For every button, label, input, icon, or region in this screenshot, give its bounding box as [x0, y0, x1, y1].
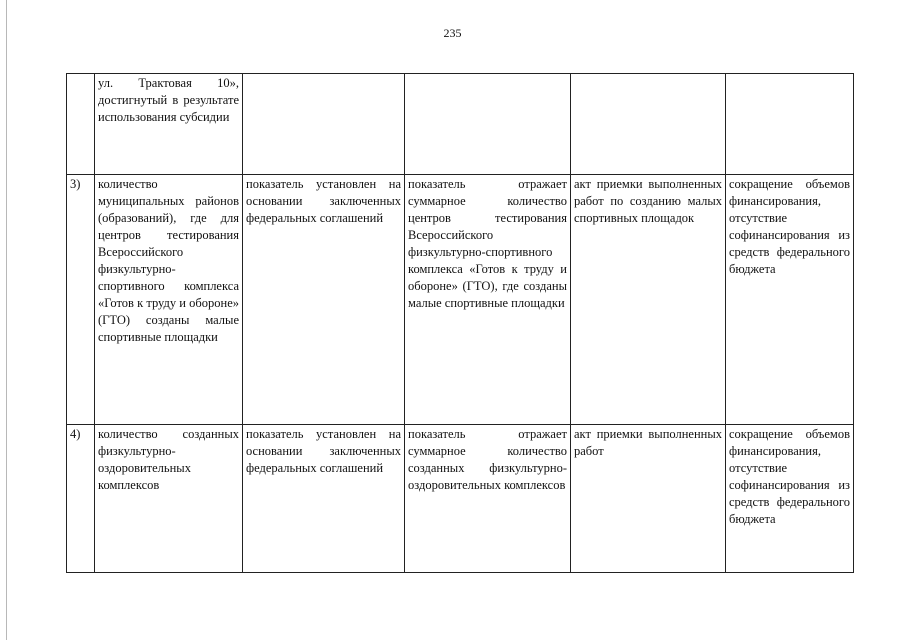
risk-cell	[726, 74, 854, 175]
basis-cell	[243, 74, 405, 175]
indicators-table	[66, 73, 854, 573]
indicator-name-cell: количество муниципальных районов (образований), где для центров тестирования Всероссийского физкультурно-спортивного комплекса «Готов к труду и обороне» (ГТО) созданы малые спортивные площадки	[95, 175, 243, 425]
table-row	[67, 175, 854, 425]
basis-cell: показатель установлен на основании заключенных федеральных соглашений	[243, 425, 405, 573]
source-document-cell	[571, 74, 726, 175]
indicator-name-cell: количество созданных физкультурно-оздоровительных комплексов	[95, 425, 243, 573]
description-cell: показатель отражает суммарное количество созданных физкультурно-оздоровительных комплексов	[405, 425, 571, 573]
source-document-cell: акт приемки выполненных работ по созданию малых спортивных площадок	[571, 175, 726, 425]
row-number-cell: 3)	[67, 175, 95, 425]
table-row	[67, 74, 854, 175]
risk-cell: сокращение объемов финансирования, отсутствие софинансирования из средств федерального бюджета	[726, 425, 854, 573]
table-row	[67, 425, 854, 573]
row-number-cell	[67, 74, 95, 175]
description-cell	[405, 74, 571, 175]
description-cell: показатель отражает суммарное количество центров тестирования Всероссийского физкультурно-спортивного комплекса «Готов к труду и обороне» (ГТО), где созданы малые спортивные площадки	[405, 175, 571, 425]
basis-cell: показатель установлен на основании заключенных федеральных соглашений	[243, 175, 405, 425]
source-document-cell: акт приемки выполненных работ	[571, 425, 726, 573]
page-margin-line	[6, 0, 7, 640]
indicator-name-cell: ул. Трактовая 10», достигнутый в результате использования субсидии	[95, 74, 243, 175]
risk-cell: сокращение объемов финансирования, отсутствие софинансирования из средств федерального бюджета	[726, 175, 854, 425]
page-number: 235	[443, 26, 462, 40]
row-number-cell: 4)	[67, 425, 95, 573]
